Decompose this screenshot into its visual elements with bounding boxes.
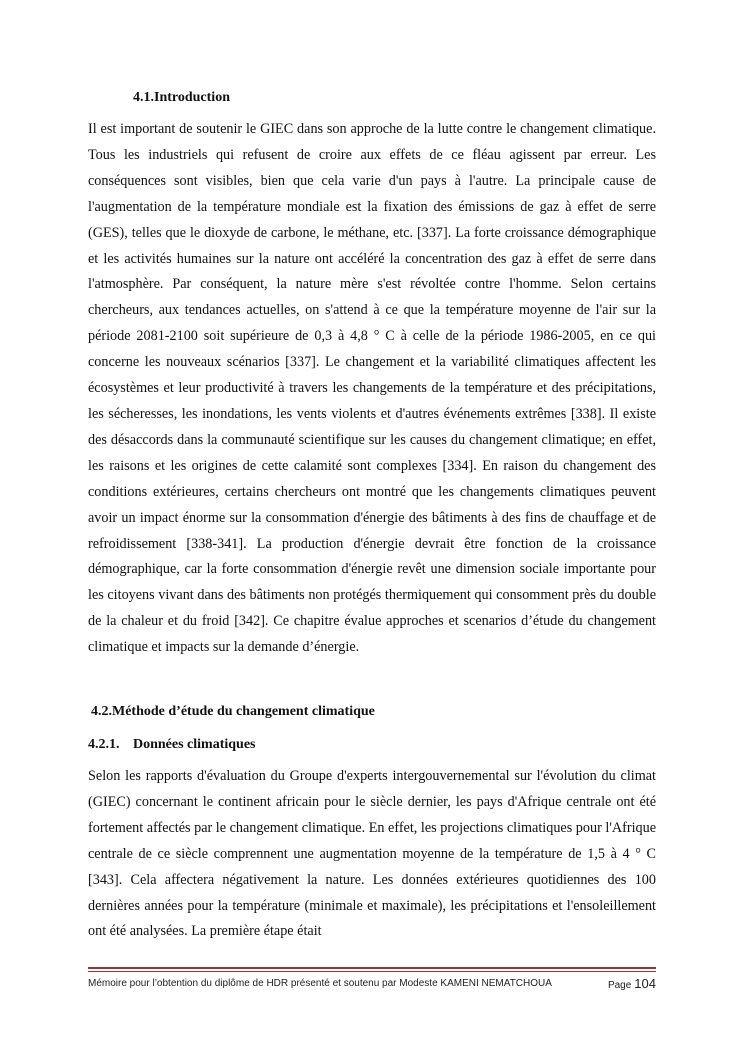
page-label: Page bbox=[607, 980, 632, 991]
page-number-block bbox=[608, 976, 656, 991]
section-heading-method: 4.2.Méthode d’étude du changement climatique bbox=[91, 704, 375, 719]
section-heading-introduction: 4.1.Introduction bbox=[133, 90, 230, 105]
introduction-paragraph: Il est important de soutenir le GIEC dans son approche de la lutte contre le changement climatique. Tous les industriels qui refusent de croire aux effets de ce fléau agissent par erreur. Les conséquences sont visibles, bien que cela varie d'un pays à l'autre. La principale cause de l'augmentation de la température mondiale est la fixation des émissions de gaz à effet de serre (GES), telles que le dioxyde de carbone, le méthane, etc. [337]. La forte croissance démographique et les activités humaines sur la nature ont accéléré la concentration des gaz à effet de serre dans l'atmosphère. Par conséquent, la nature mère s'est révoltée contre l'homme. Selon certains chercheurs, aux tendances actuelles, on s'attend à ce que la température moyenne de l'air sur la période 2081-2100 soit supérieure de 0,3 à 4,8 ° C à celle de la période 1986-2005, en ce qui concerne les nouveaux scénarios [337]. Le changement et la variabilité climatiques affectent les écosystèmes et leur productivité à travers les changements de la température et des précipitations, les sécheresses, les inondations, les vents violents et d'autres événements extrêmes [338]. Il existe des désaccords dans la communauté scientifique sur les causes du changement climatique; en effet, les raisons et les origines de cette calamité sont complexes [334]. En raison du changement des conditions extérieures, certains chercheurs ont montré que les changements climatiques peuvent avoir un impact énorme sur la consommation d'énergie des bâtiments à des fins de chauffage et de refroidissement [338-341]. La production d'énergie devrait être fonction de la croissance démographique, car la forte consommation d'énergie revêt une dimension sociale importante pour les citoyens vivant dans des bâtiments non protégés thermiquement qui consomment près du double de la chaleur et du froid [342]. Ce chapitre évalue approches et scenarios d’étude du changement climatique et impacts sur la demande d’énergie. bbox=[88, 121, 656, 656]
subsection-heading-climate-data bbox=[88, 735, 656, 755]
footer-rule bbox=[88, 967, 656, 969]
footer-caption: Mémoire pour l’obtention du diplôme de HDR présenté et soutenu par Modeste KAMENI NEMATCHOUA bbox=[88, 978, 552, 989]
page-number: 104 bbox=[634, 976, 656, 991]
subsection-title: Données climatiques bbox=[133, 737, 256, 752]
climate-data-paragraph: Selon les rapports d'évaluation du Groupe d'experts intergouvernemental sur l'évolution du climat (GIEC) concernant le continent africain pour le siècle dernier, les pays d'Afrique centrale ont été fortement affectés par le changement climatique. En effet, les projections climatiques pour l'Afrique centrale de ce siècle comprennent une augmentation moyenne de la température de 1,5 à 4 ° C [343]. Cela affectera négativement la nature. Les données extérieures quotidiennes des 100 dernières années pour la température (minimale et maximale), les précipitations et l'ensoleillement ont été analysées. La première étape était bbox=[88, 768, 656, 940]
subsection-number: 4.2.1. bbox=[88, 737, 120, 752]
footer-rule-secondary bbox=[88, 971, 656, 972]
